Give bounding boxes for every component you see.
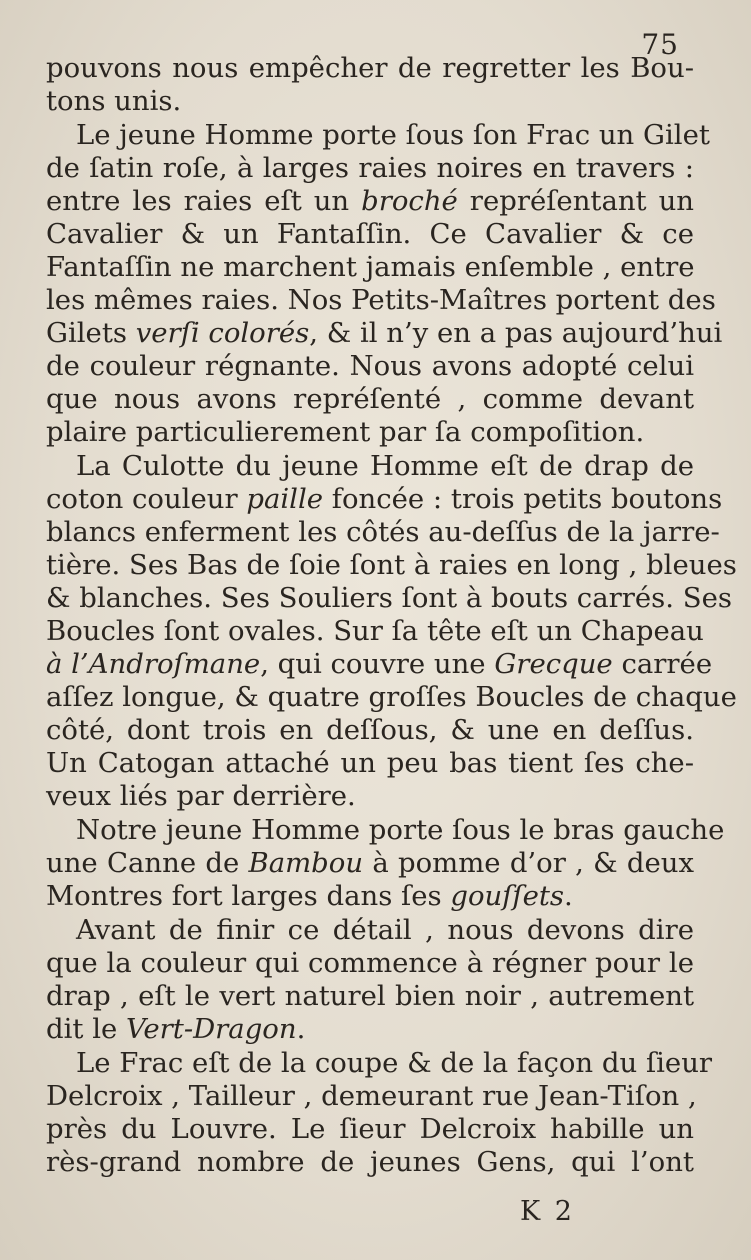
text-line [46, 549, 737, 582]
text-line [46, 615, 704, 648]
text-segment: Delcroix , Tailleur , demeurant rue Jean-Tiſon , [46, 1080, 697, 1112]
text-line [46, 582, 732, 615]
text-segment: dit le [46, 1013, 127, 1045]
text-line [46, 1113, 694, 1146]
text-segment: Notre jeune Homme porte ſous le bras gauche [76, 814, 725, 846]
body-text [46, 52, 737, 1180]
text-segment: tière. Ses Bas de ſoie ſont à raies en long , bleues [46, 549, 737, 581]
text-segment: Avant de finir ce détail , nous devons dire [76, 914, 694, 946]
paragraph [46, 52, 694, 118]
text-segment: Boucles ſont ovales. Sur ſa tête eſt un Chapeau [46, 615, 704, 647]
text-segment: carrée [612, 648, 713, 680]
text-segment: . [296, 1013, 306, 1045]
text-segment: rès-grand nombre de jeunes Gens, qui l’ont [46, 1146, 694, 1178]
text-line [46, 1047, 713, 1080]
text-segment: foncée : trois petits boutons [323, 483, 723, 515]
text-line [46, 516, 720, 549]
text-segment: à pomme d’or , & deux [363, 847, 694, 879]
text-segment: tons unis. [46, 85, 182, 117]
text-segment: veux liés par derrière. [46, 780, 356, 812]
text-segment: pouvons nous empêcher de regretter les Bou- [46, 52, 694, 84]
text-line [46, 747, 694, 780]
text-line [46, 185, 694, 218]
text-line [46, 814, 725, 847]
text-segment: de ſatin roſe, à larges raies noires en travers : [46, 152, 694, 184]
text-line [46, 780, 694, 813]
text-segment: , qui couvre une [260, 648, 495, 680]
italic-text: à l’Androſmane [46, 648, 261, 680]
text-line [46, 52, 694, 85]
italic-text: paille [246, 483, 324, 515]
text-segment: entre les raies eſt un [46, 185, 362, 217]
text-segment: Fantaſſin ne marchent jamais enſemble , entre [46, 251, 695, 283]
text-segment: . [564, 880, 573, 912]
text-segment: repréſentant un [457, 185, 694, 217]
text-line [46, 681, 737, 714]
text-segment: blancs enferment les côtés au-deſſus de la jarre- [46, 516, 720, 548]
text-line [46, 119, 710, 152]
text-line [46, 947, 694, 980]
text-segment: , & il n’y en a pas aujourd’hui [309, 317, 723, 349]
text-segment: Le jeune Homme porte ſous ſon Frac un Gilet [76, 119, 710, 151]
text-segment: que la couleur qui commence à régner pour le [46, 947, 694, 979]
italic-text: Bambou [248, 847, 364, 879]
text-segment: aſſez longue, & quatre groſſes Boucles de chaque [46, 681, 737, 713]
text-line [46, 980, 694, 1013]
paragraph [46, 119, 723, 449]
text-segment: & blanches. Ses Souliers ſont à bouts carrés. Ses [46, 582, 732, 614]
text-segment: coton couleur [46, 483, 247, 515]
text-segment: plaire particulierement par ſa compoſition. [46, 416, 645, 448]
text-line [46, 1146, 694, 1179]
text-line [46, 284, 716, 317]
text-segment: que nous avons repréſenté , comme devant [46, 383, 694, 415]
italic-text: verſi colorés [135, 317, 310, 349]
text-line [46, 714, 694, 747]
text-segment: une Canne de [46, 847, 249, 879]
text-line [46, 383, 694, 416]
text-line [46, 416, 694, 449]
text-line [46, 152, 694, 185]
text-line [46, 85, 694, 118]
text-segment: côté, dont trois en deſſous, & une en deſſus. [46, 714, 694, 746]
signature-mark: K 2 [520, 1196, 575, 1227]
text-line [46, 218, 694, 251]
paragraph [46, 1047, 713, 1179]
text-segment: Le Frac eſt de la coupe & de la façon du ſieur [76, 1047, 713, 1079]
text-segment: Montres fort larges dans ſes [46, 880, 451, 912]
paragraph [46, 914, 694, 1046]
page-number: 75 [641, 28, 679, 61]
text-line [46, 450, 694, 483]
text-line [46, 483, 723, 516]
text-line [46, 251, 694, 284]
text-line [46, 880, 694, 913]
text-segment: Cavalier & un Fantaſſin. Ce Cavalier & ce [46, 218, 694, 250]
italic-text: Vert-Dragon [126, 1013, 297, 1045]
text-line [46, 648, 713, 681]
paragraph [46, 450, 737, 813]
text-segment: Un Catogan attaché un peu bas tient ſes che- [46, 747, 694, 779]
italic-text: Grecque [494, 648, 613, 680]
text-segment: Gilets [46, 317, 136, 349]
text-line [46, 1013, 694, 1046]
text-line [46, 914, 694, 947]
text-segment: les mêmes raies. Nos Petits-Maîtres portent des [46, 284, 716, 316]
italic-text: gouſſets [450, 880, 565, 912]
text-line [46, 1080, 697, 1113]
text-line [46, 847, 694, 880]
italic-text: broché [361, 185, 458, 217]
paragraph [46, 814, 725, 913]
text-segment: La Culotte du jeune Homme eſt de drap de [76, 450, 694, 482]
text-line [46, 317, 723, 350]
text-segment: de couleur régnante. Nous avons adopté celui [46, 350, 694, 382]
text-segment: près du Louvre. Le ſieur Delcroix habille un [46, 1113, 694, 1145]
text-line [46, 350, 694, 383]
text-segment: drap , eſt le vert naturel bien noir , autrement [46, 980, 694, 1012]
